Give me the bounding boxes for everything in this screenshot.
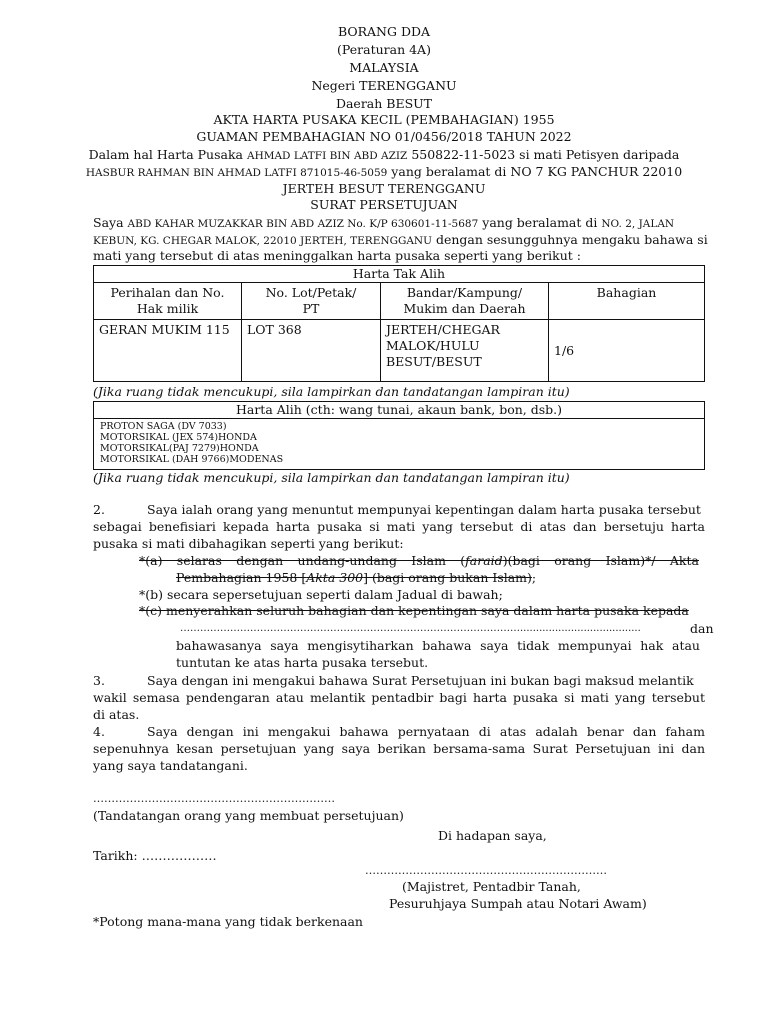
option-b: *(b) secara sepersetujuan seperti dalam Jadual di bawah; (139, 587, 503, 602)
para-3-num: 3. (93, 673, 105, 688)
immovable-property-table (93, 265, 705, 382)
para-4-line: sepenuhnya kesan persetujuan yang saya berikan bersama-sama Surat Persetujuan ini dan (93, 741, 705, 756)
intro-line-1 (0, 147, 768, 164)
intro-line-2 (0, 164, 768, 181)
form-code: BORANG DDA (337, 24, 431, 39)
deceased-name: AHMAD LATFI BIN ABD AZIZ (246, 150, 408, 162)
movable-property-table (93, 401, 705, 470)
para-2-line: Saya ialah orang yang menuntut mempunyai kepentingan dalam harta pusaka tersebut (147, 502, 701, 517)
table-cell: LOT 368 (242, 320, 381, 382)
list-item: MOTORSIKAL (DAH 9766)MODENAS (100, 454, 284, 465)
para-2-line: pusaka si mati dibahagikan seperti yang berikut: (93, 536, 404, 551)
movable-items (94, 419, 705, 470)
witness-label: Di hadapan saya, (438, 828, 547, 843)
option-a-line-1: *(a) selaras dengan undang-undang Islam (faraid)(bagi orang Islam)*/ Akta (139, 553, 699, 568)
option-c-dan: dan (690, 621, 714, 636)
table-header-row (94, 283, 705, 320)
intro-line-3: JERTEH BESUT TERENGGANU (282, 181, 486, 196)
case-number: GUAMAN PEMBAHAGIAN NO 01/0456/2018 TAHUN 2022 (196, 129, 572, 144)
option-c-line-3: tuntutan ke atas harta pusaka tersebut. (176, 655, 429, 670)
signature-caption: (Tandatangan orang yang membuat persetujuan) (93, 808, 404, 823)
petitioner-name: HASBUR RAHMAN BIN AHMAD LATFI 871015-46-5059 (85, 167, 388, 179)
intro-text: 550822-11-5023 si mati Petisyen daripada (407, 147, 680, 162)
option-a-line-2: Pembahagian 1958 [Akta 300] (bagi orang bukan Islam); (176, 570, 537, 585)
para-3-line: di atas. (93, 707, 140, 722)
declarant-line-1 (93, 215, 674, 232)
witness-title-1: (Majistret, Pentadbir Tanah, (402, 879, 581, 894)
petitioner-address: yang beralamat di NO 7 KG PANCHUR 22010 (387, 164, 683, 179)
column-header: Perihalan dan No. Hak milik (94, 283, 242, 320)
table-title: Harta Tak Alih (94, 266, 705, 283)
option-c: *(c) menyerahkan seluruh bahagian dan kepentingan saya dalam harta pusaka kepada (139, 603, 689, 618)
list-item: MOTORSIKAL(PAJ 7279)HONDA (100, 443, 259, 454)
table-row (94, 320, 705, 382)
para-3-line: Saya dengan ini mengakui bahawa Surat Persetujuan ini bukan bagi maksud melantik (147, 673, 694, 688)
list-item: PROTON SAGA (DV 7033) (100, 421, 227, 432)
para-3-line: wakil semasa pendengaran atau melantik pentadbir bagi harta pusaka si mati yang tersebut (93, 690, 705, 705)
column-header: Bahagian (549, 283, 705, 320)
option-c-line-2: bahawasanya saya mengisytiharkan bahawa saya tidak mempunyai hak atau (176, 638, 700, 653)
declarant-text: dengan sesungguhnya mengaku bahawa si (431, 232, 708, 247)
list-item: MOTORSIKAL (JEX 574)HONDA (100, 432, 257, 443)
para-4-num: 4. (93, 724, 105, 739)
declarant-text: Saya (93, 215, 128, 230)
district: Daerah BESUT (335, 96, 433, 111)
signature-line: ………………………………………………………… (93, 792, 335, 805)
column-header: Bandar/Kampung/ Mukim dan Daerah (381, 283, 549, 320)
para-2-line: sebagai benefisiari kepada harta pusaka si mati yang tersebut di atas dan bersetuju harta (93, 519, 705, 534)
declarant-line-3: mati yang tersebut di atas meninggalkan harta pusaka seperti yang berikut : (93, 248, 582, 263)
column-header: No. Lot/Petak/ PT (242, 283, 381, 320)
para-2-num: 2. (93, 502, 105, 517)
space-note: (Jika ruang tidak mencukupi, sila lampirkan dan tandatangan lampiran itu) (93, 470, 570, 485)
declarant-address: NO. 2, JALAN (601, 218, 675, 230)
declarant-line-2 (93, 232, 708, 249)
footnote: *Potong mana-mana yang tidak berkenaan (93, 914, 363, 929)
table-title: Harta Alih (cth: wang tunai, akaun bank, bon, dsb.) (94, 402, 705, 419)
table-cell: 1/6 (549, 320, 705, 382)
declarant-text: yang beralamat di (478, 215, 602, 230)
state: Negeri TERENGGANU (311, 78, 457, 93)
act-title: AKTA HARTA PUSAKA KECIL (PEMBAHAGIAN) 1955 (213, 112, 555, 127)
intro-text: Dalam hal Harta Pusaka (88, 147, 247, 162)
witness-signature-line: ………………………………………………………… (365, 864, 607, 877)
table-cell: JERTEH/CHEGAR MALOK/HULU BESUT/BESUT (381, 320, 549, 382)
para-4-line: Saya dengan ini mengakui bahawa pernyataan di atas adalah benar dan faham (147, 724, 705, 739)
declarant-name: ABD KAHAR MUZAKKAR BIN ABD AZIZ No. K/P 630601-11-5687 (127, 218, 479, 230)
document-title: SURAT PERSETUJUAN (310, 197, 458, 212)
declarant-address: KEBUN, KG. CHEGAR MALOK, 22010 JERTEH, TERENGGANU (93, 235, 432, 247)
country: MALAYSIA (349, 60, 419, 75)
space-note: (Jika ruang tidak mencukupi, sila lampirkan dan tandatangan lampiran itu) (93, 384, 570, 399)
blank-dots: …………………………………………………………………………………………...................................... (180, 623, 641, 634)
para-4-line: yang saya tandatangani. (93, 758, 248, 773)
table-cell: GERAN MUKIM 115 (94, 320, 242, 382)
regulation: (Peraturan 4A) (337, 42, 431, 57)
date-line: Tarikh: ……………… (93, 848, 217, 863)
witness-title-2: Pesuruhjaya Sumpah atau Notari Awam) (389, 896, 647, 911)
